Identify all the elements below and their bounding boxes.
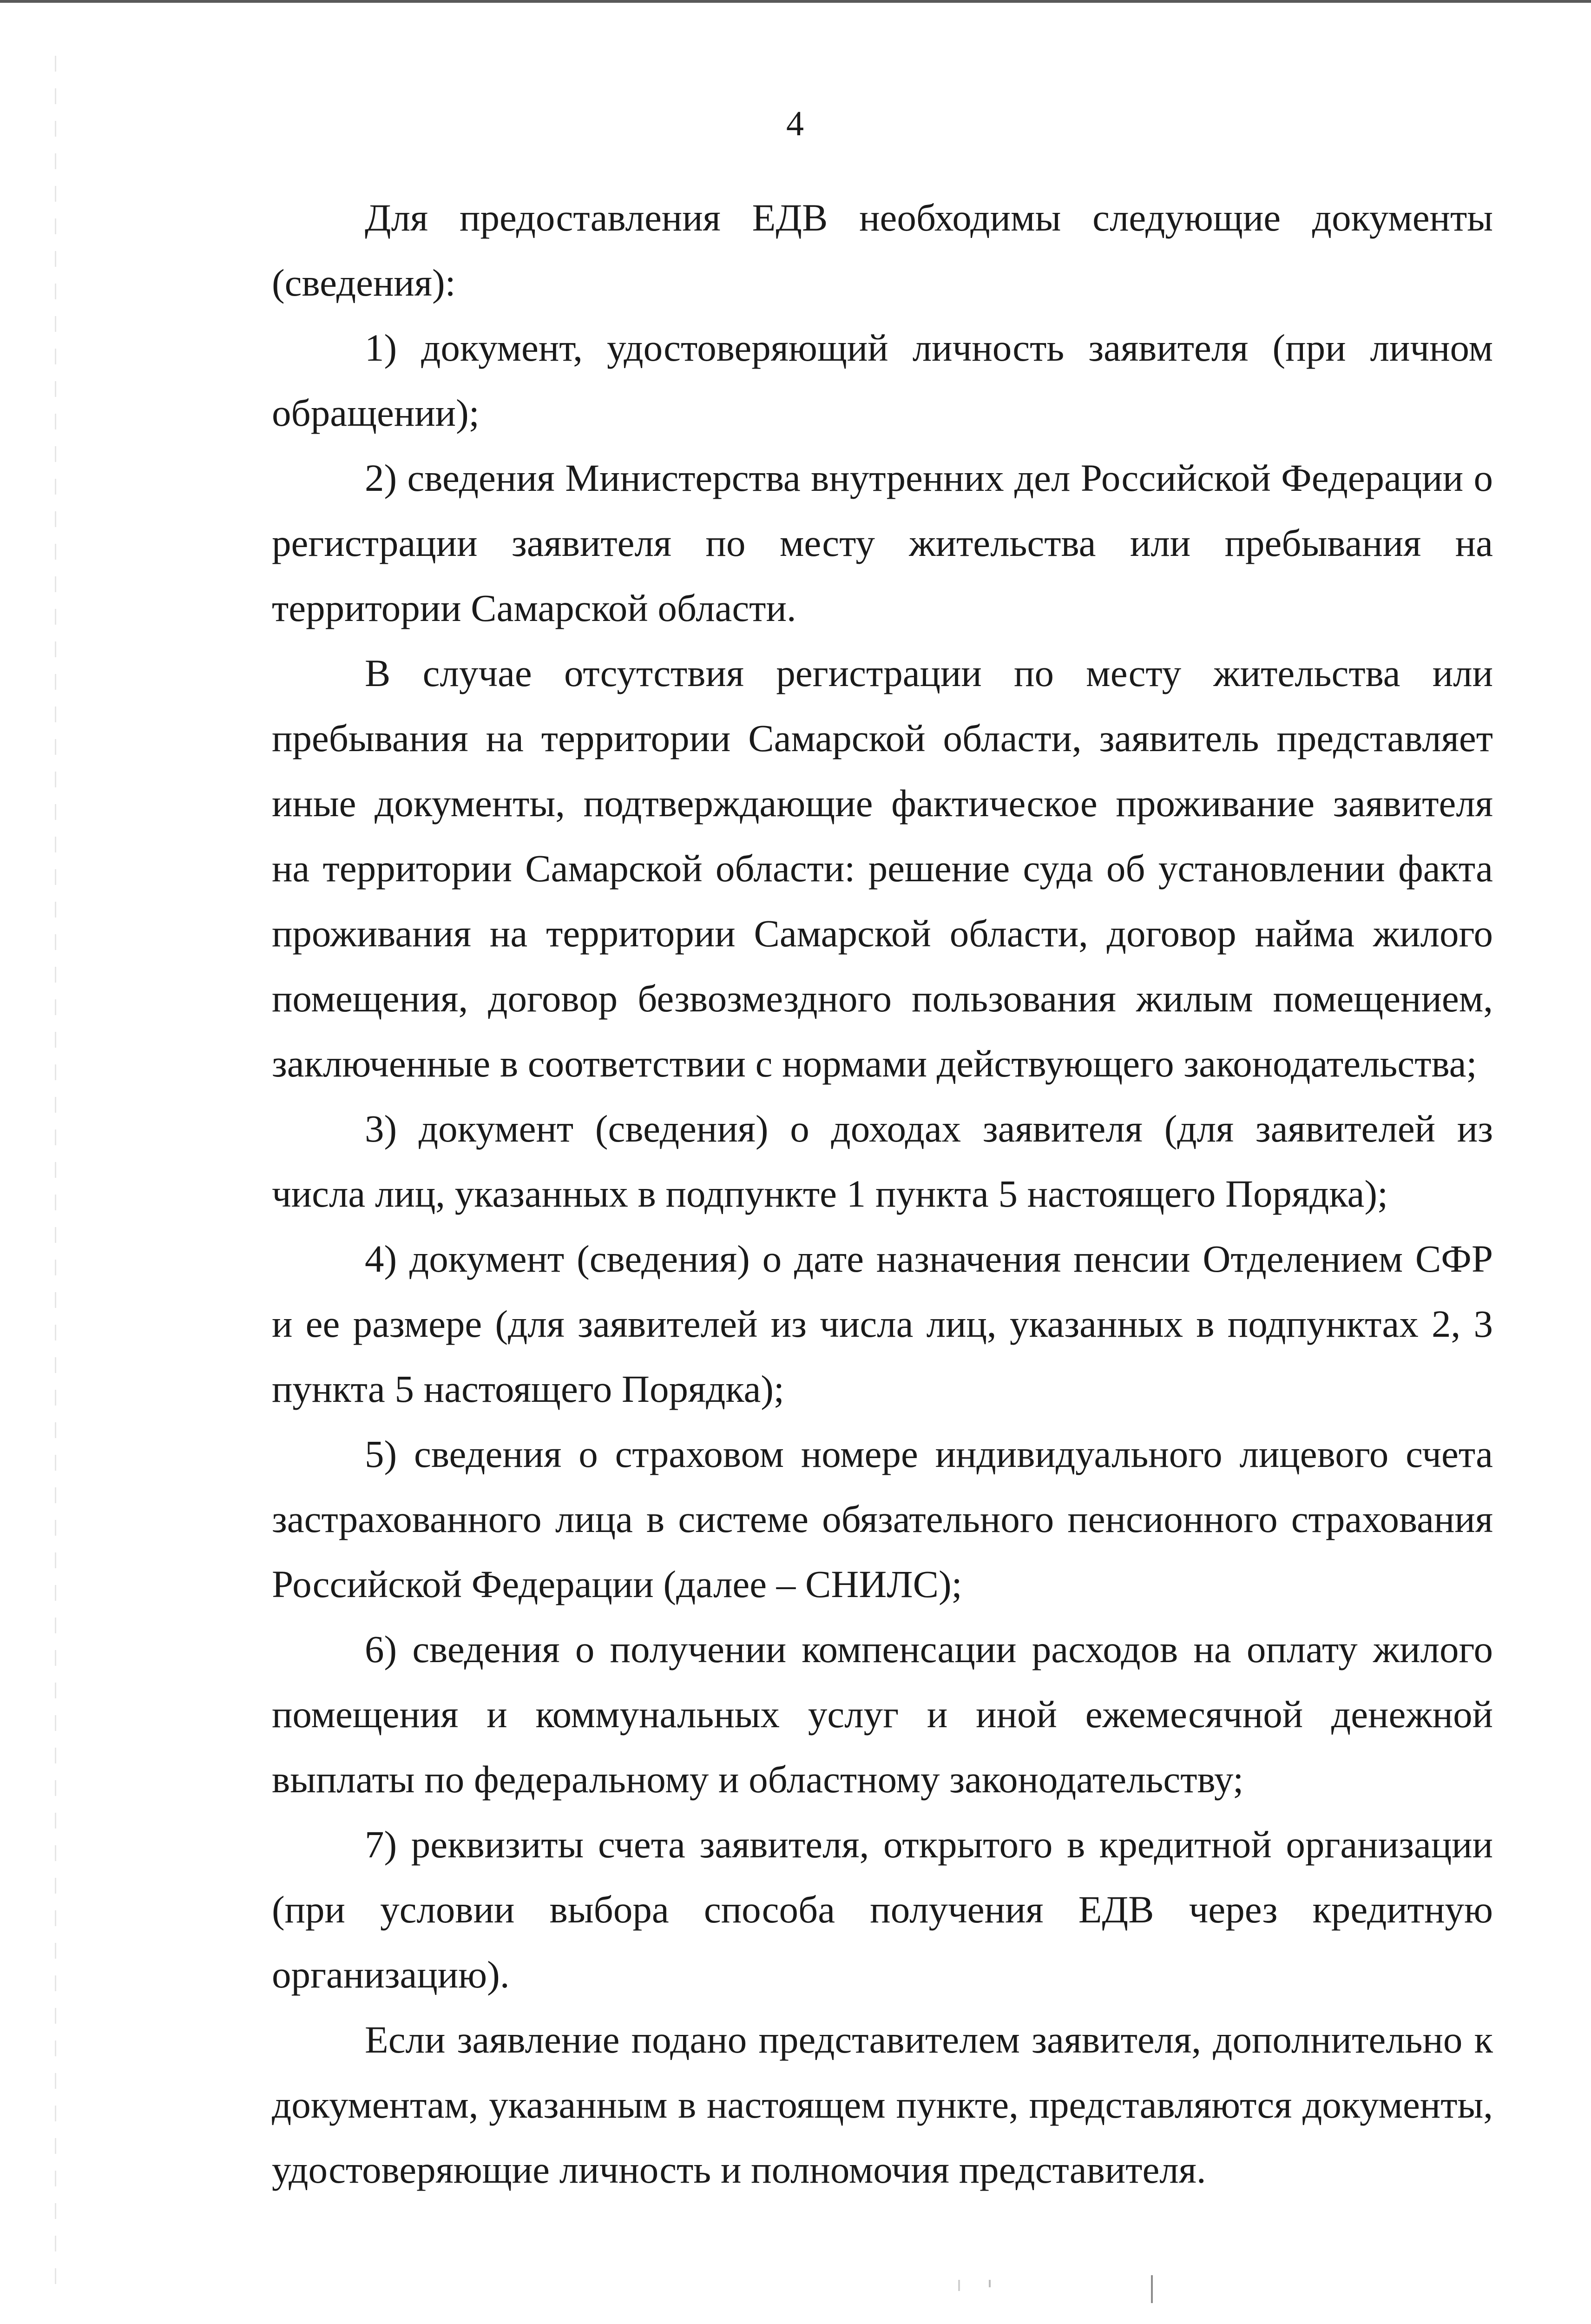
paragraph-item-1: 1) документ, удостоверяющий личность заявителя (при личном обращении); (272, 326, 1493, 434)
paragraph-item-7: 7) реквизиты счета заявителя, открытого в кредитной организации (при условии выбора способа получения ЕДВ через кредитную организацию). (272, 1823, 1493, 1996)
paragraph-item-4: 4) документ (сведения) о дате назначения пенсии Отделением СФР и ее размере (для заявителей из числа лиц, указанных в подпунктах 2, 3 пункта 5 настоящего Порядка); (272, 1237, 1493, 1410)
scan-mark (1151, 2275, 1153, 2303)
scan-mark (989, 2280, 991, 2287)
paragraph-representative: Если заявление подано представителем заявителя, дополнительно к документам, указанным в настоящем пункте, представляются документы, удостоверяющие личность и полномочия представителя. (272, 2018, 1493, 2191)
paragraph-item-6: 6) сведения о получении компенсации расходов на оплату жилого помещения и коммунальных услуг и иной ежемесячной денежной выплаты по федеральному и областному законодательству; (272, 1628, 1493, 1801)
paragraph-intro: Для предоставления ЕДВ необходимы следующие документы (сведения): (272, 196, 1493, 304)
scan-mark (958, 2280, 960, 2291)
paragraph-item-2: 2) сведения Министерства внутренних дел Российской Федерации о регистрации заявителя по месту жительства или пребывания на территории Самарской области. (272, 456, 1493, 629)
document-body (272, 185, 1493, 2202)
scan-top-edge (0, 0, 1591, 3)
paragraph-no-registration: В случае отсутствия регистрации по месту жительства или пребывания на территории Самарской области, заявитель представляет иные документы, подтверждающие фактическое проживание заявителя на территории Самарской области: решение суда об установлении факта проживания на территории Самарской области, договор найма жилого помещения, договор безвозмездного пользования жилым помещением, заключенные в соответствии с нормами действующего законодательства; (272, 652, 1493, 1085)
paragraph-item-3: 3) документ (сведения) о доходах заявителя (для заявителей из числа лиц, указанных в подпункте 1 пункта 5 настоящего Порядка); (272, 1107, 1493, 1215)
page-number: 4 (786, 104, 805, 143)
scan-margin-artifact (55, 56, 56, 2287)
paragraph-item-5: 5) сведения о страховом номере индивидуального лицевого счета застрахованного лица в системе обязательного пенсионного страхования Российской Федерации (далее – СНИЛС); (272, 1433, 1493, 1605)
